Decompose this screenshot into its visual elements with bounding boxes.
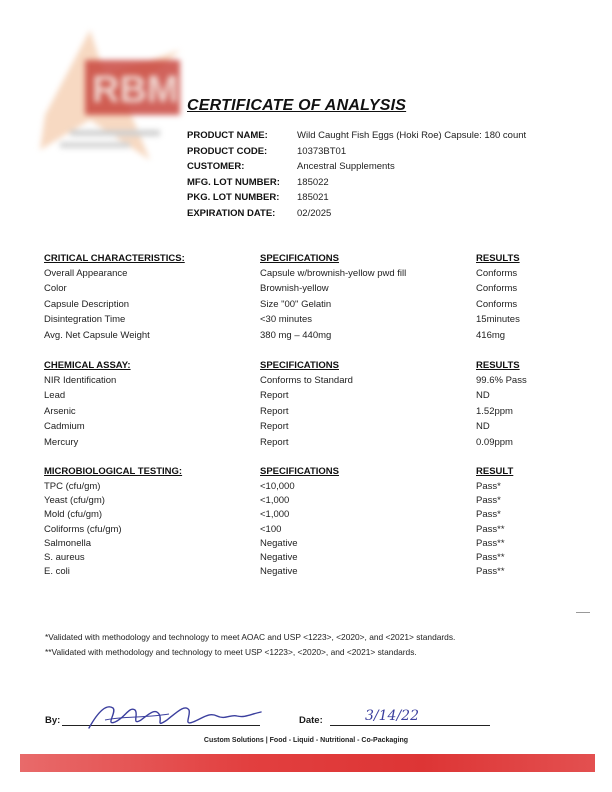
test-name: Salmonella — [44, 537, 91, 549]
results-heading: RESULTS — [476, 253, 520, 264]
section-heading: CHEMICAL ASSAY: — [44, 360, 131, 371]
table-row — [44, 551, 564, 565]
table-row — [44, 565, 564, 579]
info-label: EXPIRATION DATE: — [187, 207, 276, 219]
test-specification: Capsule w/brownish-yellow pwd fill — [260, 268, 407, 279]
document-title: CERTIFICATE OF ANALYSIS — [187, 97, 407, 114]
test-name: E. coli — [44, 566, 70, 578]
test-name: Lead — [44, 390, 66, 402]
test-name: Capsule Description — [44, 298, 130, 310]
info-row — [187, 159, 526, 175]
date-line — [330, 725, 490, 726]
test-name: Overall Appearance — [44, 268, 128, 279]
table-row — [44, 405, 564, 420]
test-specification: Size "00" Gelatin — [260, 298, 332, 310]
test-result: ND — [476, 421, 490, 433]
table-row — [44, 267, 564, 282]
date-value: 3/14/22 — [365, 708, 419, 724]
info-row — [187, 144, 526, 160]
test-result: 99.6% Pass — [476, 375, 527, 386]
test-result: ND — [476, 390, 490, 402]
test-name: Avg. Net Capsule Weight — [44, 329, 150, 341]
test-name: Cadmium — [44, 421, 85, 433]
specifications-heading: SPECIFICATIONS — [260, 360, 339, 371]
test-result: Pass** — [476, 523, 505, 535]
margin-tick — [576, 612, 590, 613]
section-heading: CRITICAL CHARACTERISTICS: — [44, 253, 185, 264]
test-result: Pass** — [476, 537, 505, 549]
critical-header-row — [44, 253, 564, 267]
info-value: 02/2025 — [297, 207, 332, 219]
test-name: Yeast (cfu/gm) — [44, 495, 105, 507]
test-result: 15minutes — [476, 314, 520, 326]
table-row — [44, 420, 564, 435]
test-result: 1.52ppm — [476, 405, 513, 417]
info-value: 10373BT01 — [297, 145, 347, 157]
table-row — [44, 537, 564, 551]
test-specification: <100 — [260, 523, 282, 535]
test-result: 416mg — [476, 329, 506, 341]
product-info — [187, 128, 526, 221]
test-specification: Report — [260, 390, 289, 402]
test-name: TPC (cfu/gm) — [44, 481, 101, 492]
info-row — [187, 206, 526, 222]
test-name: NIR Identification — [44, 375, 117, 386]
test-specification: <10,000 — [260, 481, 295, 492]
table-row — [44, 436, 564, 451]
info-value: 185022 — [297, 176, 329, 188]
info-label: CUSTOMER: — [187, 161, 245, 173]
table-row — [44, 282, 564, 297]
results-heading: RESULTS — [476, 360, 520, 371]
footer-tagline: Custom Solutions | Food - Liquid - Nutritional - Co-Packaging — [203, 737, 409, 744]
table-row — [44, 494, 564, 508]
by-label: By: — [45, 715, 61, 726]
table-row — [44, 508, 564, 522]
test-specification: Report — [260, 421, 289, 433]
test-specification: <1,000 — [260, 509, 290, 521]
test-result: 0.09ppm — [476, 436, 513, 448]
test-name: Arsenic — [44, 405, 76, 417]
test-name: Coliforms (cfu/gm) — [44, 523, 122, 535]
chemical-header-row — [44, 360, 564, 374]
specifications-heading: SPECIFICATIONS — [260, 253, 339, 264]
results-heading: RESULT — [476, 466, 514, 477]
info-row — [187, 128, 526, 144]
table-row — [44, 523, 564, 537]
signature-area — [45, 700, 565, 740]
info-label: PKG. LOT NUMBER: — [187, 192, 280, 204]
chemical-assay-section — [44, 360, 564, 451]
test-result: Pass* — [476, 481, 501, 492]
specifications-heading: SPECIFICATIONS — [260, 466, 339, 477]
footer-red-bar — [20, 754, 595, 772]
info-label: MFG. LOT NUMBER: — [187, 176, 280, 188]
table-row — [44, 480, 564, 494]
table-row — [44, 374, 564, 389]
test-result: Pass* — [476, 509, 501, 521]
test-result: Conforms — [476, 283, 518, 295]
section-heading: MICROBIOLOGICAL TESTING: — [44, 466, 183, 477]
test-specification: Conforms to Standard — [260, 375, 353, 386]
test-result: Pass** — [476, 566, 505, 578]
info-row — [187, 190, 526, 206]
footnote-single-asterisk: *Validated with methodology and technology to meet AOAC and USP <1223>, <2020>, and <2021> standards. — [45, 632, 456, 642]
table-row — [44, 313, 564, 328]
info-value: Wild Caught Fish Eggs (Hoki Roe) Capsule: 180 count — [297, 130, 527, 142]
test-result: Pass** — [476, 551, 505, 563]
test-specification: Negative — [260, 537, 298, 549]
test-specification: Negative — [260, 566, 298, 578]
info-label: PRODUCT NAME: — [187, 130, 268, 142]
info-value: 185021 — [297, 192, 329, 204]
test-name: Disintegration Time — [44, 314, 126, 326]
test-specification: Negative — [260, 551, 298, 563]
company-logo — [30, 20, 195, 170]
test-specification: <30 minutes — [260, 314, 313, 326]
test-specification: Report — [260, 405, 289, 417]
micro-header-row — [44, 466, 564, 480]
test-result: Pass* — [476, 495, 501, 507]
footnotes — [45, 632, 455, 662]
test-name: Mercury — [44, 436, 79, 448]
info-row — [187, 175, 526, 191]
test-specification: Brownish-yellow — [260, 283, 329, 295]
table-row — [44, 298, 564, 313]
handwritten-signature — [85, 700, 265, 732]
test-name: Color — [44, 283, 67, 295]
footnote-double-asterisk: **Validated with methodology and technology to meet USP <1223>, <2020>, and <2021> standards. — [45, 647, 417, 657]
info-value: Ancestral Supplements — [297, 161, 395, 173]
table-row — [44, 389, 564, 404]
test-result: Conforms — [476, 298, 518, 310]
test-name: Mold (cfu/gm) — [44, 509, 103, 521]
critical-characteristics-section — [44, 253, 564, 344]
test-result: Conforms — [476, 268, 518, 279]
table-row — [44, 329, 564, 344]
info-label: PRODUCT CODE: — [187, 145, 268, 157]
test-specification: <1,000 — [260, 495, 290, 507]
date-label: Date: — [299, 715, 323, 726]
test-specification: Report — [260, 436, 289, 448]
microbiological-testing-section — [44, 466, 564, 579]
logo-lettering: RBM — [92, 69, 179, 111]
test-specification: 380 mg – 440mg — [260, 329, 332, 341]
test-name: S. aureus — [44, 551, 85, 563]
